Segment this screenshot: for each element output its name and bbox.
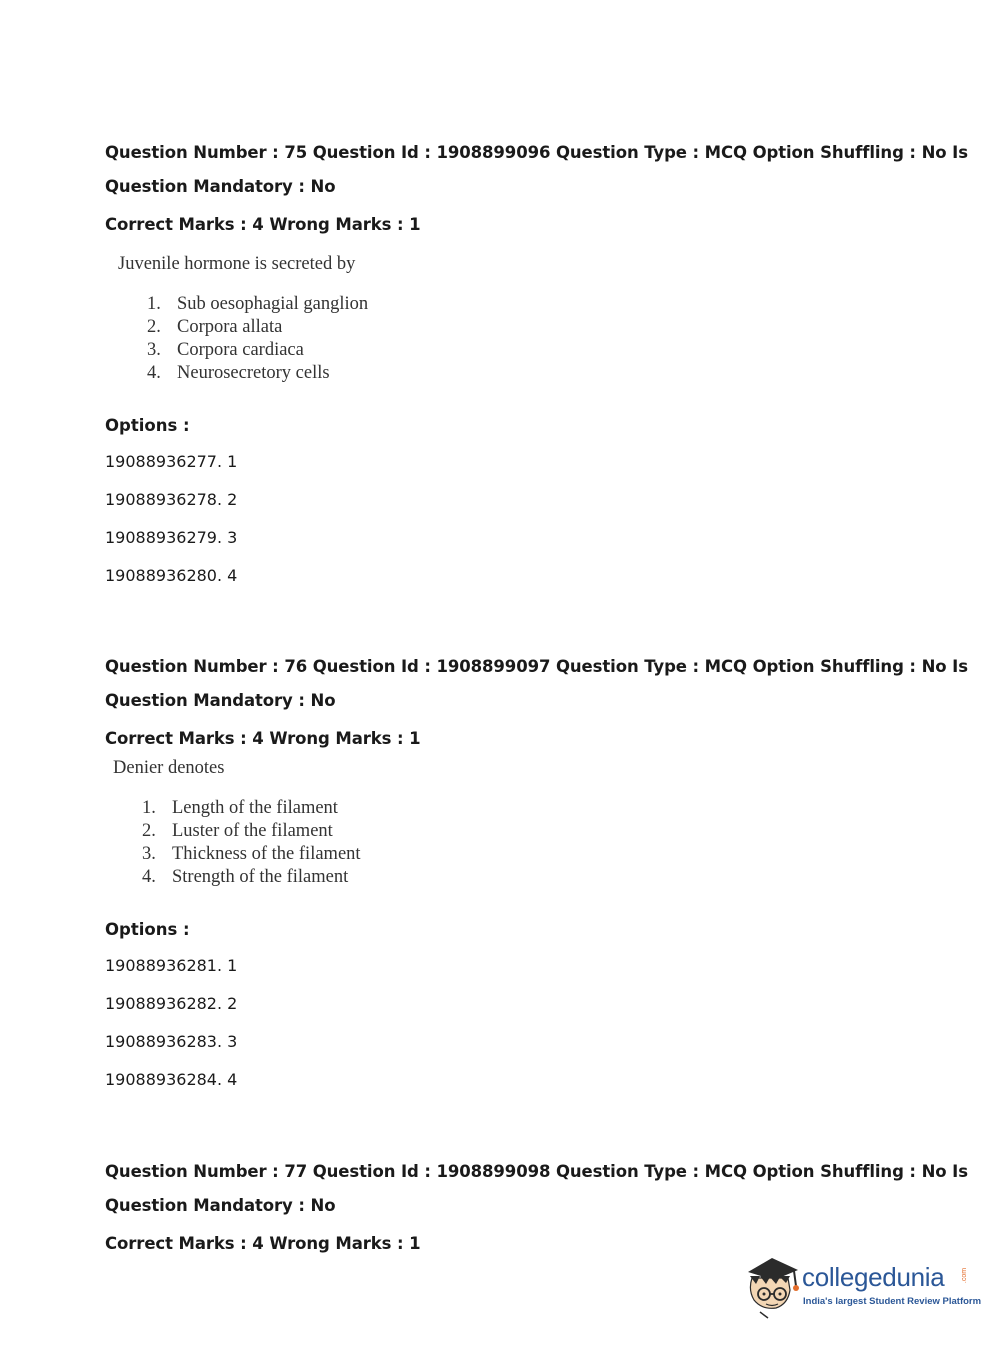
logo-tagline: India's largest Student Review Platform — [803, 1296, 982, 1307]
question-marks: Correct Marks : 4 Wrong Marks : 1 — [105, 1234, 421, 1253]
question-block — [105, 136, 968, 595]
choice-item: 3. Corpora cardiaca — [147, 340, 304, 360]
question-block — [105, 1155, 968, 1261]
question-mandatory: Question Mandatory : No — [105, 691, 336, 710]
logo-wordmark: collegedunia — [802, 1262, 945, 1292]
question-marks: Correct Marks : 4 Wrong Marks : 1 — [105, 215, 421, 234]
collegedunia-logo[interactable] — [742, 1250, 982, 1320]
question-header: Question Number : 76 Question Id : 1908899097 Question Type : MCQ Option Shuffling : No Is — [105, 657, 968, 676]
question-mandatory: Question Mandatory : No — [105, 1196, 336, 1215]
option-item: 19088936279. 3 — [105, 528, 238, 547]
question-header: Question Number : 77 Question Id : 1908899098 Question Type : MCQ Option Shuffling : No Is — [105, 1162, 968, 1181]
question-header: Question Number : 75 Question Id : 1908899096 Question Type : MCQ Option Shuffling : No Is — [105, 143, 968, 162]
choice-item: 4. Neurosecretory cells — [147, 363, 330, 383]
option-item: 19088936281. 1 — [105, 956, 238, 975]
option-item: 19088936283. 3 — [105, 1032, 238, 1051]
choice-item: 1. Sub oesophagial ganglion — [147, 294, 369, 314]
question-mandatory: Question Mandatory : No — [105, 177, 336, 196]
choice-item: 4. Strength of the filament — [142, 867, 349, 887]
choice-item: 1. Length of the filament — [142, 798, 338, 818]
choice-item: 2. Corpora allata — [147, 317, 283, 337]
choice-item: 3. Thickness of the filament — [142, 844, 361, 864]
choice-item: 2. Luster of the filament — [142, 821, 333, 841]
options-label: Options : — [105, 920, 190, 939]
option-item: 19088936280. 4 — [105, 566, 238, 585]
option-item: 19088936282. 2 — [105, 994, 238, 1013]
question-stem: Denier denotes — [113, 758, 225, 778]
option-item: 19088936277. 1 — [105, 452, 238, 471]
mascot-icon — [742, 1250, 804, 1320]
choice-list — [142, 797, 925, 889]
option-item: 19088936284. 4 — [105, 1070, 238, 1089]
question-marks: Correct Marks : 4 Wrong Marks : 1 — [105, 729, 421, 748]
question-block — [105, 650, 968, 1099]
options-label: Options : — [105, 416, 190, 435]
logo-dotcom: .com — [961, 1267, 969, 1284]
choice-list — [147, 293, 925, 385]
option-item: 19088936278. 2 — [105, 490, 238, 509]
question-stem: Juvenile hormone is secreted by — [118, 254, 356, 274]
